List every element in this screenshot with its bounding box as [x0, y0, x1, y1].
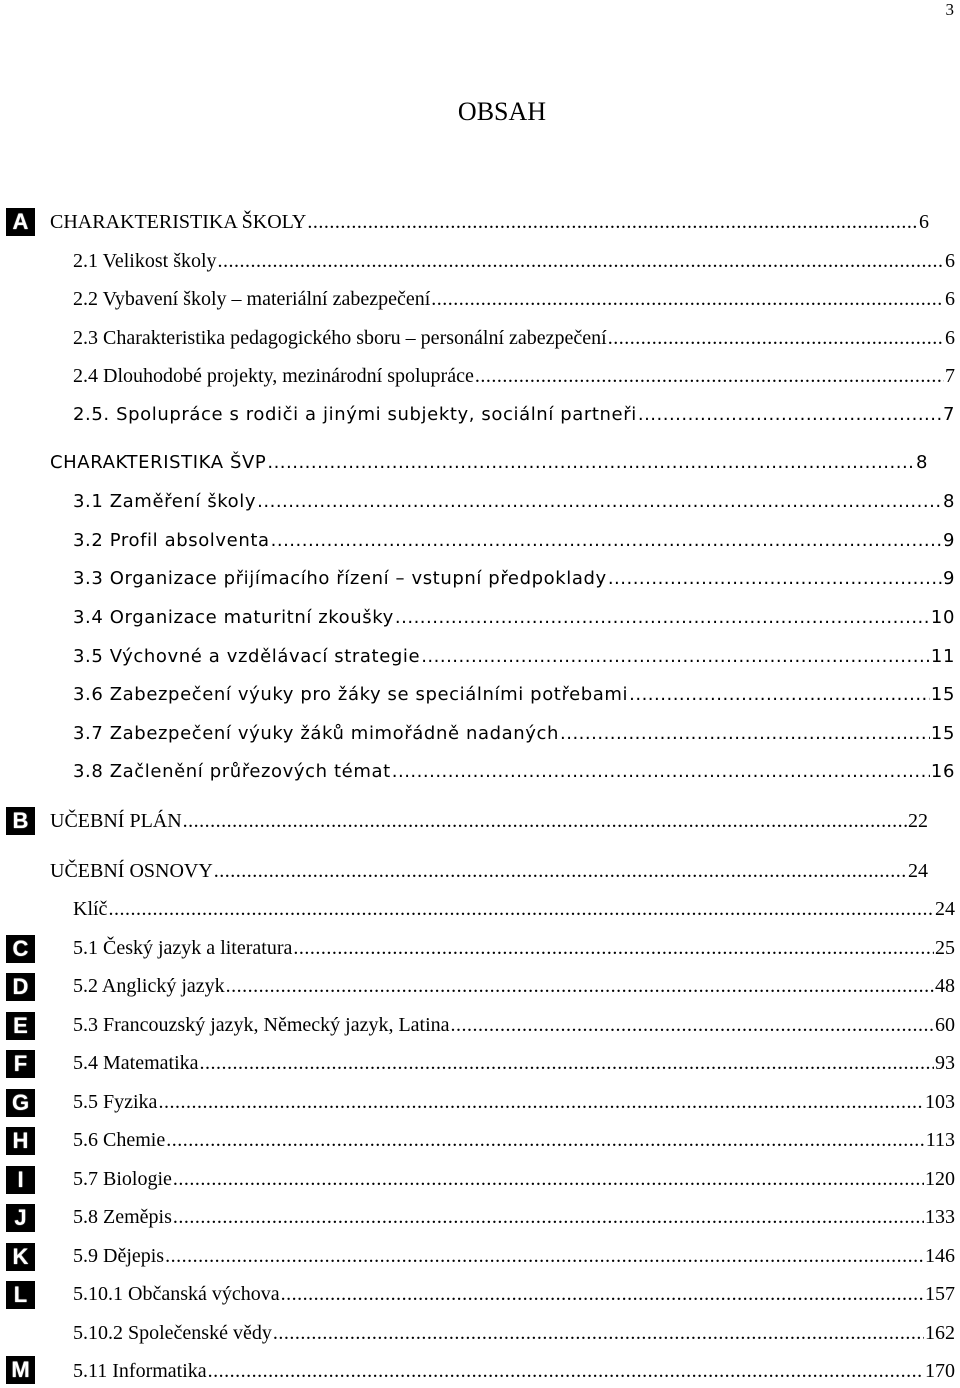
toc-entry-label: 3.1 Zaměření školy — [73, 491, 257, 512]
toc-entry-label: 3.6 Zabezpečení výuky pro žáky se speciálními potřebami — [73, 684, 629, 705]
toc-entry-page: 93 — [935, 1052, 955, 1074]
toc-entry[interactable] — [73, 567, 955, 591]
toc-entry-label: 5.10.1 Občanská výchova — [73, 1283, 280, 1305]
toc-entry-page: 24 — [935, 898, 955, 920]
toc-leader-dots — [475, 364, 944, 388]
toc-leader-dots — [257, 490, 942, 514]
toc-entry[interactable] — [50, 210, 929, 234]
toc-entry-label: 3.4 Organizace maturitní zkoušky — [73, 607, 394, 628]
toc-entry-page: 157 — [925, 1283, 955, 1305]
section-tab-d[interactable]: D — [5, 972, 36, 1002]
toc-entry[interactable] — [73, 722, 955, 746]
toc-entry[interactable] — [73, 529, 955, 553]
toc-leader-dots — [307, 210, 918, 234]
toc-entry-page: 15 — [930, 723, 955, 744]
toc-entry-label: 5.11 Informatika — [73, 1360, 207, 1382]
toc-entry-page: 120 — [925, 1168, 955, 1190]
toc-entry-label: 3.7 Zabezpečení výuky žáků mimořádně nadaných — [73, 723, 560, 744]
toc-entry[interactable] — [73, 1359, 955, 1383]
toc-entry-label: 5.9 Dějepis — [73, 1245, 165, 1267]
toc-leader-dots — [218, 249, 944, 273]
toc-leader-dots — [451, 1013, 934, 1037]
toc-leader-dots — [267, 451, 915, 475]
toc-entry[interactable] — [73, 1205, 955, 1229]
toc-leader-dots — [271, 529, 942, 553]
section-tab-c[interactable]: C — [5, 934, 36, 964]
toc-entry[interactable] — [73, 936, 955, 960]
toc-entry-page: 6 — [919, 211, 929, 233]
toc-entry-page: 8 — [942, 491, 955, 512]
toc-entry[interactable] — [73, 1321, 955, 1345]
page-number: 3 — [945, 0, 954, 19]
toc-entry-page: 60 — [935, 1014, 955, 1036]
toc-leader-dots — [421, 645, 930, 669]
toc-entry-page: 7 — [945, 365, 955, 387]
toc-entry-label: 2.1 Velikost školy — [73, 250, 217, 272]
toc-leader-dots — [560, 722, 930, 746]
toc-entry-page: 9 — [942, 568, 955, 589]
toc-entry[interactable] — [73, 1244, 955, 1268]
toc-entry-page: 133 — [925, 1206, 955, 1228]
toc-entry-label: 2.3 Charakteristika pedagogického sboru – personální zabezpečení — [73, 327, 607, 349]
toc-entry-label: 5.4 Matematika — [73, 1052, 199, 1074]
toc-entry[interactable] — [73, 1013, 955, 1037]
toc-entry-label: 5.6 Chemie — [73, 1129, 166, 1151]
toc-entry-label: 5.5 Fyzika — [73, 1091, 158, 1113]
toc-entry[interactable] — [73, 1051, 955, 1075]
section-tab-e[interactable]: E — [5, 1011, 36, 1041]
toc-entry-label: CHARAKTERISTIKA ŠKOLY — [50, 211, 307, 233]
toc-leader-dots — [392, 760, 930, 784]
toc-entry-label: 5.1 Český jazyk a literatura — [73, 937, 293, 959]
toc-entry-label: 2.4 Dlouhodobé projekty, mezinárodní spolupráce — [73, 365, 474, 387]
toc-entry-page: 7 — [942, 404, 955, 425]
toc-entry-page: 24 — [908, 860, 928, 882]
toc-entry[interactable] — [50, 809, 928, 833]
toc-leader-dots — [183, 809, 907, 833]
toc-entry-page: 25 — [935, 937, 955, 959]
toc-entry[interactable] — [73, 1128, 955, 1152]
toc-entry-label: CHARAKTERISTIKA ŠVP — [50, 452, 267, 473]
toc-leader-dots — [173, 1167, 924, 1191]
toc-entry-label: 2.5. Spolupráce s rodiči a jinými subjekty, sociální partneři — [73, 404, 637, 425]
toc-entry-page: 6 — [945, 327, 955, 349]
toc-entry-label: 3.2 Profil absolventa — [73, 530, 270, 551]
toc-leader-dots — [158, 1090, 924, 1114]
toc-entry[interactable] — [73, 403, 955, 427]
toc-entry-page: 10 — [930, 607, 955, 628]
toc-entry[interactable] — [73, 760, 955, 784]
toc-entry[interactable] — [73, 1167, 955, 1191]
toc-entry-page: 146 — [925, 1245, 955, 1267]
toc-entry[interactable] — [50, 859, 928, 883]
toc-entry[interactable] — [73, 326, 955, 350]
toc-entry-page: 11 — [930, 646, 955, 667]
section-tab-i[interactable]: I — [5, 1165, 36, 1195]
toc-entry-label: 3.8 Začlenění průřezových témat — [73, 761, 391, 782]
toc-entry-page: 9 — [942, 530, 955, 551]
toc-entry-page: 8 — [915, 452, 928, 473]
toc-leader-dots — [281, 1282, 924, 1306]
toc-entry-page: 6 — [945, 250, 955, 272]
toc-entry[interactable] — [73, 490, 955, 514]
toc-entry-label: 5.8 Zeměpis — [73, 1206, 172, 1228]
toc-leader-dots — [214, 859, 907, 883]
toc-entry-page: 162 — [925, 1322, 955, 1344]
section-tab-g[interactable]: G — [5, 1088, 36, 1118]
toc-leader-dots — [395, 606, 930, 630]
toc-entry[interactable] — [73, 645, 955, 669]
toc-entry-page: 22 — [908, 810, 928, 832]
toc-leader-dots — [173, 1205, 924, 1229]
toc-entry[interactable] — [73, 249, 955, 273]
section-tab-f[interactable]: F — [5, 1049, 36, 1079]
page-title: OBSAH — [457, 97, 547, 126]
toc-entry[interactable] — [73, 364, 955, 388]
toc-leader-dots — [608, 567, 942, 591]
section-tab-m[interactable]: M — [5, 1355, 36, 1385]
toc-leader-dots — [431, 287, 944, 311]
toc-leader-dots — [165, 1244, 924, 1268]
toc-leader-dots — [200, 1051, 934, 1075]
toc-entry-label: UČEBNÍ PLÁN — [50, 810, 182, 832]
toc-entry-label: Klíč — [73, 898, 108, 920]
toc-entry-label: 3.3 Organizace přijímacího řízení – vstupní předpoklady — [73, 568, 607, 589]
section-tab-b[interactable]: B — [5, 806, 36, 836]
toc-leader-dots — [226, 974, 934, 998]
toc-leader-dots — [273, 1321, 924, 1345]
toc-entry[interactable] — [73, 683, 955, 707]
toc-entry-page: 16 — [930, 761, 955, 782]
toc-entry-label: 5.10.2 Společenské vědy — [73, 1322, 272, 1344]
toc-entry-page: 15 — [930, 684, 955, 705]
toc-entry[interactable] — [73, 897, 955, 921]
section-tab-a[interactable]: A — [5, 207, 36, 237]
toc-leader-dots — [208, 1359, 924, 1383]
toc-entry[interactable] — [73, 1282, 955, 1306]
toc-entry[interactable] — [73, 606, 955, 630]
toc-leader-dots — [608, 326, 944, 350]
toc-leader-dots — [293, 936, 934, 960]
toc-entry-page: 6 — [945, 288, 955, 310]
toc-entry-label: 2.2 Vybavení školy – materiální zabezpečení — [73, 288, 431, 310]
toc-leader-dots — [108, 897, 934, 921]
section-tab-l[interactable]: L — [5, 1280, 36, 1310]
toc-entry[interactable] — [50, 451, 928, 475]
toc-entry-label: UČEBNÍ OSNOVY — [50, 860, 213, 882]
toc-entry-label: 5.7 Biologie — [73, 1168, 172, 1190]
toc-entry-label: 3.5 Výchovné a vzdělávací strategie — [73, 646, 421, 667]
toc-leader-dots — [638, 403, 942, 427]
toc-leader-dots — [629, 683, 930, 707]
section-tab-j[interactable]: J — [5, 1203, 36, 1233]
toc-entry-page: 48 — [935, 975, 955, 997]
toc-entry-page: 103 — [925, 1091, 955, 1113]
toc-entry-page: 170 — [925, 1360, 955, 1382]
toc-entry[interactable] — [73, 1090, 955, 1114]
toc-entry-label: 5.3 Francouzský jazyk, Německý jazyk, Latina — [73, 1014, 450, 1036]
section-tab-k[interactable]: K — [5, 1242, 36, 1272]
toc-entry-page: 113 — [925, 1129, 955, 1151]
toc-entry[interactable] — [73, 974, 955, 998]
toc-leader-dots — [166, 1128, 925, 1152]
section-tab-h[interactable]: H — [5, 1126, 36, 1156]
toc-entry[interactable] — [73, 287, 955, 311]
toc-entry-label: 5.2 Anglický jazyk — [73, 975, 225, 997]
